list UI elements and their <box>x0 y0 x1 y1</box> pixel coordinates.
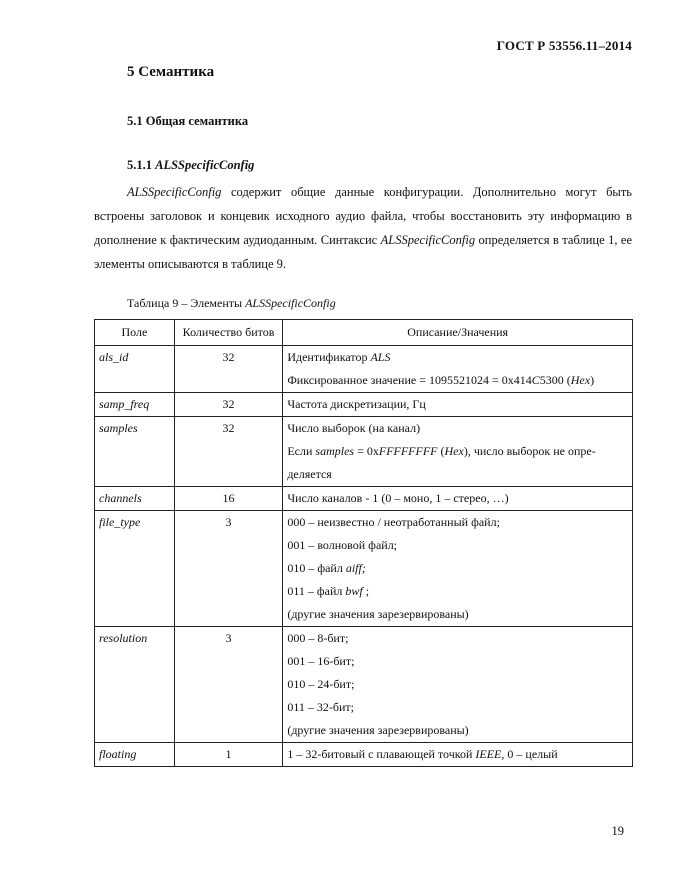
description-cell <box>283 487 633 511</box>
field-cell: resolution <box>95 627 175 743</box>
header-field: Поле <box>95 320 175 346</box>
header-bits: Количество битов <box>174 320 283 346</box>
description-line: (другие значения зарезервированы) <box>287 607 469 621</box>
description-line: Фиксированное значение = 1095521024 = 0x414C5300 (Hex) <box>287 373 595 387</box>
description-cell <box>283 743 633 767</box>
paragraph-text-1: содержит общие данные конфигурации. Дополнительно могут быть встроены заголовок и концевик исходного аудио файла, чтобы восстановить эту информацию в дополнение к фактическим аудиоданным. Синтаксис <box>94 185 632 247</box>
caption-term: ALSSpecificConfig <box>245 296 336 310</box>
description-cell <box>283 346 633 393</box>
description-line: Число каналов - 1 (0 – моно, 1 – стерео, …) <box>287 491 509 505</box>
subsubsection-heading <box>127 158 254 173</box>
field-cell: channels <box>95 487 175 511</box>
field-cell: file_type <box>95 511 175 627</box>
description-line: Если samples = 0xFFFFFFFF (Hex), число выборок не опре- <box>287 444 596 458</box>
field-cell: samp_freq <box>95 393 175 417</box>
description-line: 010 – 24-бит; <box>287 677 355 691</box>
description-line: деляется <box>287 467 332 481</box>
paragraph-text-2: определяется в таблице 1, ее элементы описываются в таблице 9. <box>94 233 632 271</box>
bits-cell: 32 <box>174 417 283 487</box>
description-cell <box>283 417 633 487</box>
description-line: 001 – волновой файл; <box>287 538 398 552</box>
table-caption <box>127 296 336 311</box>
description-line: 011 – файл bwf ; <box>287 584 370 598</box>
description-line: Частота дискретизации, Гц <box>287 397 426 411</box>
description-line: Число выборок (на канал) <box>287 421 421 435</box>
table-row <box>95 417 633 487</box>
bits-cell: 1 <box>174 743 283 767</box>
description-line: 011 – 32-бит; <box>287 700 354 714</box>
paragraph-term-2: ALSSpecificConfig <box>380 233 476 247</box>
subsubsection-number: 5.1.1 <box>127 158 152 172</box>
caption-prefix: Таблица 9 – Элементы <box>127 296 246 310</box>
subsection-heading: 5.1 Общая семантика <box>127 114 249 128</box>
description-line: 1 – 32-битовый с плавающей точкой IEEE, 0 – целый <box>287 747 558 761</box>
table-row <box>95 487 633 511</box>
table-row <box>95 627 633 743</box>
table-row <box>95 393 633 417</box>
bits-cell: 3 <box>174 511 283 627</box>
field-cell: samples <box>95 417 175 487</box>
table-row <box>95 511 633 627</box>
page-number: 19 <box>611 824 624 838</box>
table-row <box>95 346 633 393</box>
field-cell: als_id <box>95 346 175 393</box>
description-line: 001 – 16-бит; <box>287 654 355 668</box>
paragraph-term: ALSSpecificConfig <box>127 185 222 199</box>
description-line: 000 – неизвестно / неотработанный файл; <box>287 515 500 529</box>
section-heading: 5 Семантика <box>127 64 215 80</box>
table-header-row <box>95 320 633 346</box>
body-paragraph <box>94 180 632 276</box>
bits-cell: 32 <box>174 393 283 417</box>
subsubsection-name: ALSSpecificConfig <box>155 158 255 172</box>
description-line: (другие значения зарезервированы) <box>287 723 469 737</box>
description-line: 010 – файл aiff; <box>287 561 366 575</box>
description-line: Идентификатор ALS <box>287 350 391 364</box>
bits-cell: 16 <box>174 487 283 511</box>
description-cell <box>283 627 633 743</box>
header-description: Описание/Значения <box>283 320 633 346</box>
description-cell <box>283 511 633 627</box>
table-row <box>95 743 633 767</box>
bits-cell: 32 <box>174 346 283 393</box>
description-line: 000 – 8-бит; <box>287 631 349 645</box>
bits-cell: 3 <box>174 627 283 743</box>
document-standard-header: ГОСТ Р 53556.11–2014 <box>496 38 632 53</box>
elements-table <box>94 319 633 767</box>
field-cell: floating <box>95 743 175 767</box>
description-cell <box>283 393 633 417</box>
